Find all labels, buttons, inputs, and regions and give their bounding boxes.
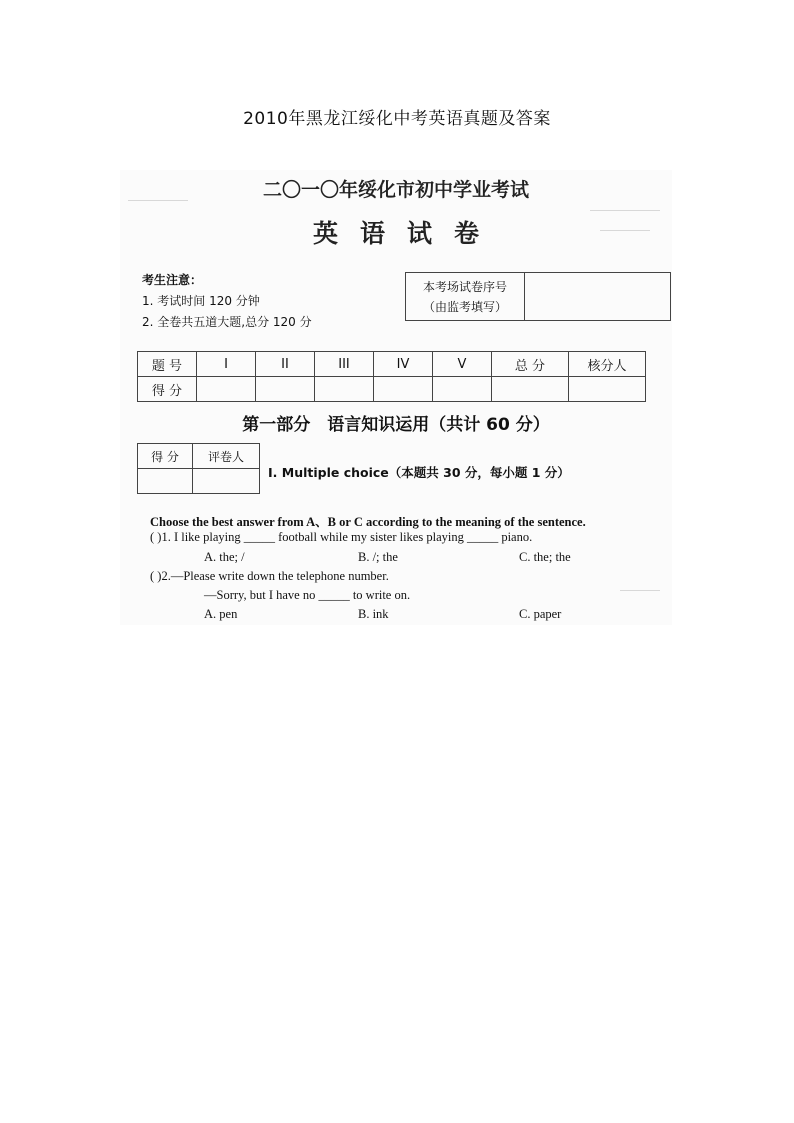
question-2-option-c: C. paper	[519, 607, 562, 621]
score-cell	[492, 377, 569, 402]
notice-item: 1. 考试时间 120 分钟	[142, 294, 260, 308]
grader-name-cell	[193, 469, 260, 494]
score-cell	[374, 377, 433, 402]
score-header-cell: I	[197, 352, 256, 377]
question-2-option-a: A. pen	[204, 607, 238, 621]
score-cell	[197, 377, 256, 402]
score-table	[137, 351, 646, 402]
serial-label-line2: （由监考填写）	[422, 299, 507, 314]
score-cell	[256, 377, 315, 402]
section-title: I. Multiple choice（本题共 30 分，每小题 1 分）	[268, 465, 570, 480]
serial-label	[406, 273, 525, 320]
document-title: 2010年黑龙江绥化中考英语真题及答案	[243, 109, 551, 129]
notice-block	[142, 270, 312, 333]
grader-label: 评卷人	[193, 444, 260, 469]
grader-score-label: 得 分	[138, 444, 193, 469]
score-table-header-row	[138, 352, 646, 377]
question-2-line: ( )2.—Please write down the telephone number.	[150, 569, 389, 583]
score-header-cell: II	[256, 352, 315, 377]
exam-header: 二〇一〇年绥化市初中学业考试	[262, 179, 529, 201]
question-1-option-b: B. /; the	[358, 550, 398, 564]
question-2-reply: —Sorry, but I have no _____ to write on.	[204, 588, 411, 602]
score-header-cell: IV	[374, 352, 433, 377]
grader-score-cell	[138, 469, 193, 494]
paper-name: 英语试卷	[312, 219, 501, 248]
score-header-cell: 核分人	[569, 352, 646, 377]
part-title: 第一部分 语言知识运用（共计 60 分）	[242, 415, 550, 435]
question-1-line: ( )1. I like playing _____ football while my sister likes playing _____ piano.	[150, 530, 533, 544]
score-row-label: 得 分	[138, 377, 197, 402]
score-cell	[569, 377, 646, 402]
score-cell	[315, 377, 374, 402]
notice-heading: 考生注意：	[142, 273, 203, 287]
score-header-cell: 总 分	[492, 352, 569, 377]
question-1-option-a: A. the; /	[204, 550, 245, 564]
question-2-option-b: B. ink	[358, 607, 389, 621]
score-header-cell: V	[433, 352, 492, 377]
score-table-score-row	[138, 377, 646, 402]
serial-entry-cell	[525, 273, 670, 320]
score-header-cell: 题 号	[138, 352, 197, 377]
serial-label-line1: 本考场试卷序号	[422, 279, 507, 294]
scanned-exam-image	[120, 170, 672, 625]
instruction: Choose the best answer from A、B or C according to the meaning of the sentence.	[150, 515, 586, 529]
serial-number-box	[405, 272, 671, 321]
grader-table	[137, 443, 260, 494]
notice-item: 2. 全卷共五道大题,总分 120 分	[142, 315, 312, 329]
question-1-option-c: C. the; the	[519, 550, 571, 564]
score-cell	[433, 377, 492, 402]
score-header-cell: III	[315, 352, 374, 377]
